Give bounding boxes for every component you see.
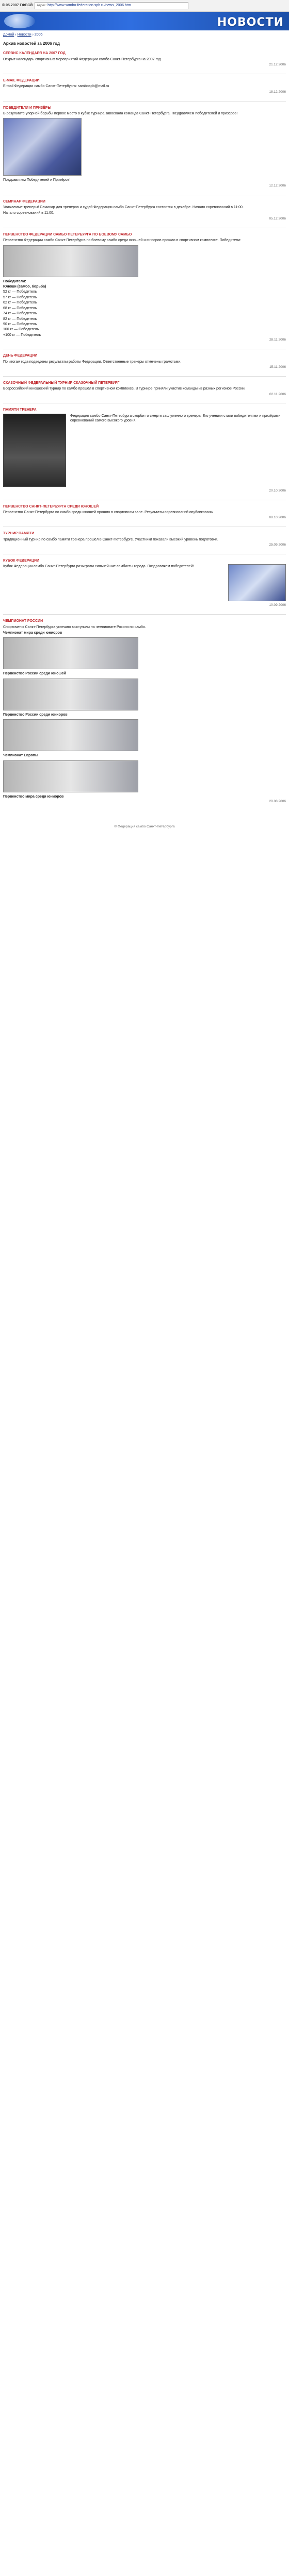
list-item: 100 кг — Победитель xyxy=(3,328,39,332)
breadcrumb xyxy=(0,30,289,39)
news-date: 12.12.2006 xyxy=(269,183,286,188)
news-title: ПАМЯТИ ТРЕНЕРА xyxy=(3,408,37,412)
banner-title: НОВОСТИ xyxy=(217,16,284,29)
main-content xyxy=(0,41,289,837)
spacer xyxy=(3,810,286,820)
news-date: 15.11.2006 xyxy=(269,365,286,369)
news-text: Кубок Федерации самбо Санкт-Петербурга разыграли сильнейшие самбисты города. Поздравляем победителей! xyxy=(3,565,194,569)
address-bar[interactable] xyxy=(35,2,188,9)
breadcrumb-separator: › xyxy=(14,33,18,37)
news-date: 18.12.2006 xyxy=(269,90,286,94)
news-photo xyxy=(3,760,138,792)
news-photo xyxy=(3,245,138,277)
page-title: Архив новостей за 2006 год xyxy=(3,41,60,46)
news-title: СЕРВИС КАЛЕНДАРЯ НА 2007 ГОД xyxy=(3,52,66,56)
news-item xyxy=(3,504,286,521)
news-title: E-MAIL ФЕДЕРАЦИИ xyxy=(3,78,40,82)
list-item: 52 кг — Победитель xyxy=(3,290,37,294)
news-text: E-mail Федерации самбо Санкт-Петербурга: sambospb@mail.ru xyxy=(3,84,109,89)
news-item xyxy=(3,619,286,804)
news-date: 21.12.2006 xyxy=(269,63,286,67)
breadcrumb-separator: › xyxy=(31,33,35,37)
news-title: ПЕРВЕНСТВО САНКТ-ПЕТЕРБУРГА СРЕДИ ЮНОШЕЙ xyxy=(3,504,99,509)
breadcrumb-current: 2006 xyxy=(34,33,43,37)
news-text: Традиционный турнир по самбо памяти тренера прошёл в Санкт-Петербурге. Участники показали высокий уровень подготовки. xyxy=(3,537,218,541)
divider xyxy=(3,376,286,377)
results-title: Победители: xyxy=(3,279,26,283)
news-text: Первенство Санкт-Петербурга по самбо среди юношей прошло в спортивном зале. Результаты соревнований опубликованы. xyxy=(3,511,215,515)
breadcrumb-news[interactable]: Новости xyxy=(17,33,31,37)
list-item: Чемпионат мира среди юниоров xyxy=(3,631,62,635)
list-item: Первенство России среди юношей xyxy=(3,672,66,676)
news-date: 20.10.2006 xyxy=(269,488,286,493)
news-item xyxy=(3,106,286,189)
list-item: 57 кг — Победитель xyxy=(3,295,37,299)
news-date: 28.11.2006 xyxy=(269,338,286,342)
news-date: 10.09.2006 xyxy=(269,603,286,607)
photo-caption: Поздравляем Победителей и Призёров! xyxy=(3,178,71,182)
news-title: ПЕРВЕНСТВО ФЕДЕРАЦИИ САМБО ПЕТЕРБУРГА ПО БОЕВОМУ САМБО xyxy=(3,232,132,236)
list-item: Юноши (самбо, борьба) xyxy=(3,284,46,289)
news-item xyxy=(3,381,286,397)
news-text: Уважаемые тренеры! Семинар для тренеров и судей Федерации самбо Санкт-Петербурга состоится в декабре. Начало соревнований в 11:00. xyxy=(3,206,244,210)
list-item: 90 кг — Победитель xyxy=(3,323,37,327)
footer: © Федерация самбо Санкт-Петербурга xyxy=(114,824,175,828)
list-item: Первенство России среди юниоров xyxy=(3,713,68,717)
browser-toolbar xyxy=(0,0,289,12)
news-text: Открыт календарь спортивных мероприятий Федерации самбо Санкт-Петербурга на 2007 год. xyxy=(3,57,162,61)
breadcrumb-home[interactable]: Домой xyxy=(3,33,14,37)
news-text: Всероссийский юношеский турнир по самбо прошёл в спортивном комплексе. В турнире приняли участие команды из разных регионов России. xyxy=(3,387,246,391)
portrait-photo xyxy=(3,414,66,487)
news-photo xyxy=(228,564,286,601)
list-item: Первенство мира среди юниоров xyxy=(3,794,64,799)
news-text: Федерация самбо Санкт-Петербурга скорбит о смерти заслуженного тренера. Его ученики стали победителями и призёрами соревнований самого высокого уровня. xyxy=(70,414,281,423)
news-title: ТУРНИР ПАМЯТИ xyxy=(3,532,35,536)
news-item xyxy=(3,408,286,493)
news-text: Спортсмены Санкт-Петербурга успешно выступили на чемпионате России по самбо. xyxy=(3,625,146,629)
news-item xyxy=(3,51,286,67)
news-title: ЧЕМПИОНАТ РОССИИ xyxy=(3,619,43,623)
list-item: +100 кг — Победитель xyxy=(3,333,41,337)
list-item: Чемпионат Европы xyxy=(3,754,38,758)
news-date: 05.12.2006 xyxy=(269,216,286,221)
tab-title: © 05.2007 ГФБСЙ xyxy=(2,4,33,8)
news-text: По итогам года подведены результаты работы Федерации. Ответственные тренеры отмечены грамотами. xyxy=(3,360,182,364)
list-item: 62 кг — Победитель xyxy=(3,301,37,305)
news-date: 20.08.2006 xyxy=(269,800,286,804)
list-item: 74 кг — Победитель xyxy=(3,312,37,316)
list-item: 82 кг — Победитель xyxy=(3,317,37,321)
address-url[interactable]: http://www.sambo-federation.spb.ru/news_2006.htm xyxy=(47,4,131,8)
list-item: 68 кг — Победитель xyxy=(3,306,37,310)
globe-logo-icon xyxy=(4,14,35,28)
news-item xyxy=(3,531,286,548)
news-date: 25.09.2006 xyxy=(269,543,286,547)
news-extra: Начало соревнований в 11:00. xyxy=(3,211,54,215)
news-item xyxy=(3,558,286,608)
news-item xyxy=(3,353,286,370)
news-text: Первенство Федерации самбо Санкт-Петербурга по боевому самбо среди юношей и юниоров прошло в спортивном комплексе. Победители: xyxy=(3,239,241,243)
news-photo xyxy=(3,118,82,176)
news-photo xyxy=(3,637,138,669)
news-photo xyxy=(3,679,138,710)
news-date: 02.11.2006 xyxy=(269,392,286,396)
news-title: КУБОК ФЕДЕРАЦИИ xyxy=(3,558,40,563)
news-title: СКАЗОЧНЫЙ ФЕДЕРАЛЬНЫЙ ТУРНИР СКАЗОЧНЫЙ ПЕТЕРБУРГ xyxy=(3,381,120,385)
news-title: ПОБЕДИТЕЛИ И ПРИЗЁРЫ xyxy=(3,106,52,110)
news-item xyxy=(3,78,286,95)
address-prefix: Адрес: xyxy=(37,4,47,7)
divider xyxy=(3,614,286,615)
news-text: В результате упорной борьбы первое место в кубке турнира завоевала команда Санкт-Петербурга. Поздравляем победителей и призёров! xyxy=(3,111,238,115)
news-title: ДЕНЬ ФЕДЕРАЦИИ xyxy=(3,354,38,358)
site-banner xyxy=(0,12,289,30)
news-photo xyxy=(3,719,138,751)
news-title: СЕМИНАР ФЕДЕРАЦИИ xyxy=(3,199,45,204)
news-item xyxy=(3,199,286,222)
news-item xyxy=(3,232,286,343)
news-date: 08.10.2006 xyxy=(269,516,286,520)
